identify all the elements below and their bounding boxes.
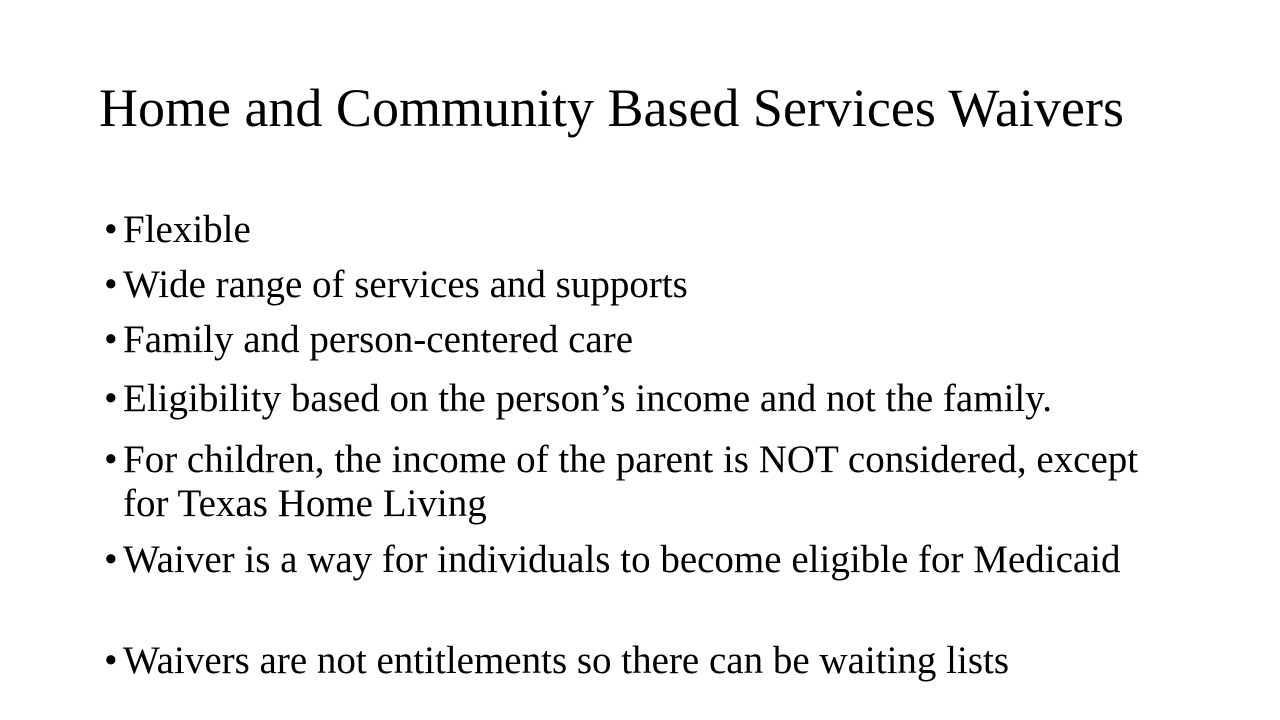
- bullet-marker: •: [104, 377, 118, 420]
- bullet-item-services: [104, 263, 1184, 307]
- bullet-text: Waiver is a way for individuals to become eligible for Medicaid: [123, 538, 1121, 581]
- bullet-item-care: [104, 318, 1184, 362]
- bullet-item-eligibility: [104, 377, 1184, 421]
- bullet-marker: •: [104, 639, 118, 682]
- bullet-marker: •: [104, 538, 118, 581]
- bullet-marker: •: [104, 318, 118, 361]
- bullet-text: Wide range of services and supports: [123, 263, 688, 306]
- bullet-marker: •: [104, 438, 118, 481]
- bullet-text: Family and person-centered care: [123, 318, 634, 361]
- bullet-item-flexible: [104, 208, 1184, 252]
- bullet-text: Flexible: [123, 208, 251, 251]
- bullet-text: For children, the income of the parent is NOT considered, except for Texas Home Living: [123, 438, 1139, 525]
- bullet-text: Eligibility based on the person’s income and not the family.: [123, 377, 1052, 420]
- slide-title: Home and Community Based Services Waivers: [99, 78, 1124, 138]
- bullet-marker: •: [104, 263, 118, 306]
- bullet-item-medicaid: [104, 538, 1184, 582]
- bullet-item-children: [104, 438, 1184, 526]
- bullet-item-waiting-lists: [104, 639, 1184, 683]
- bullet-marker: •: [104, 208, 118, 251]
- bullet-text: Waivers are not entitlements so there can be waiting lists: [123, 639, 1010, 682]
